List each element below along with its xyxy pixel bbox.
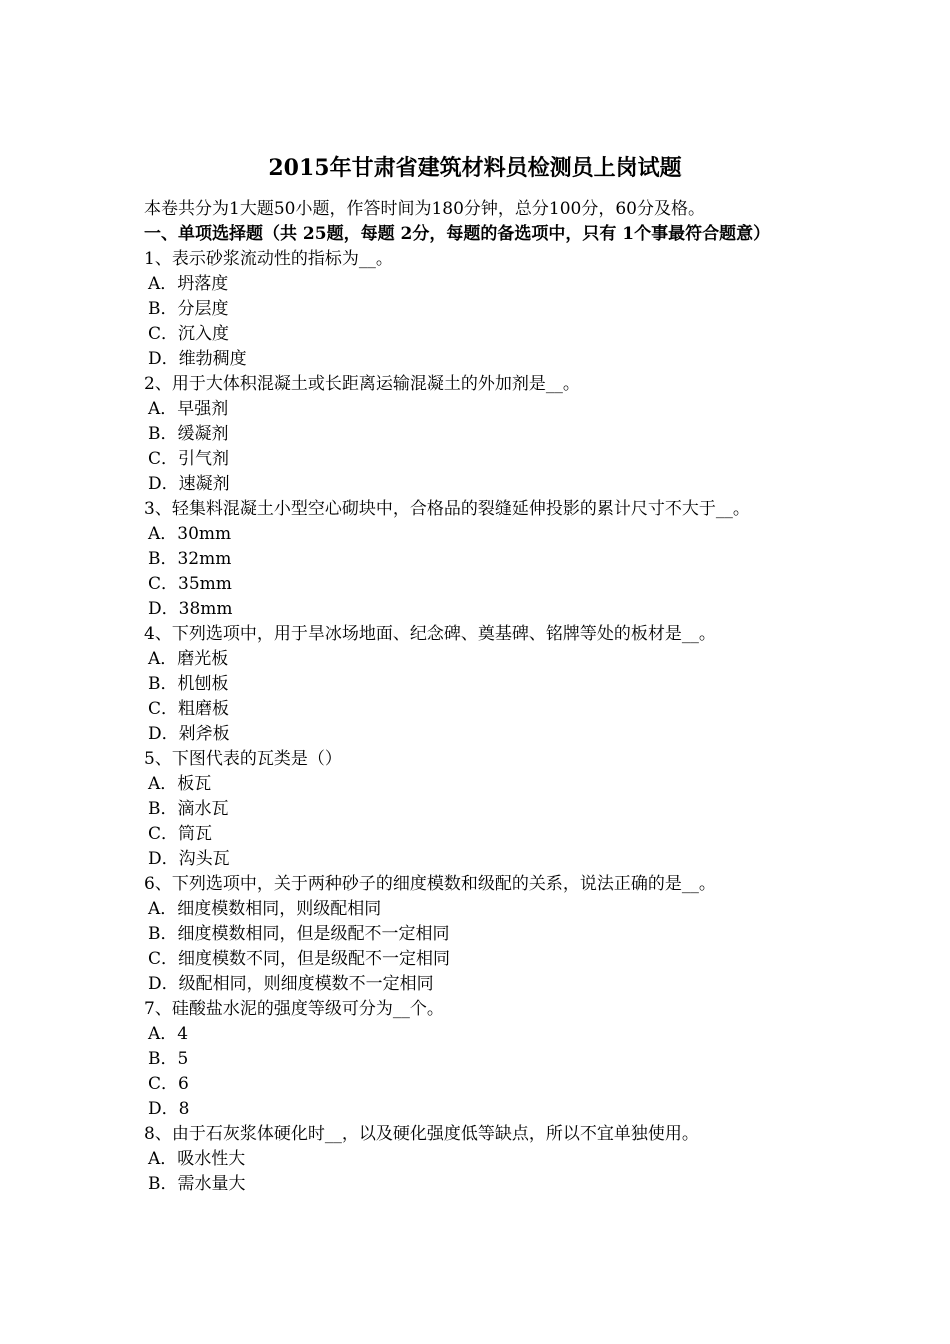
exam-intro: 本卷共分为1大题50小题，作答时间为180分钟，总分100分，60分及格。 <box>144 199 705 219</box>
question-stem: 8、由于石灰浆体硬化时__，以及硬化强度低等缺点，所以不宜单独使用。 <box>144 1124 699 1144</box>
question-option: A．细度模数相同，则级配相同 <box>148 899 382 919</box>
question-option: D．8 <box>148 1099 190 1119</box>
question-option: C．沉入度 <box>148 324 230 344</box>
question-option: B．5 <box>148 1049 189 1069</box>
question-option: C．细度模数不同，但是级配不一定相同 <box>148 949 451 969</box>
question-stem: 2、用于大体积混凝土或长距离运输混凝土的外加剂是__。 <box>144 374 580 394</box>
question-option: D．38mm <box>148 599 233 619</box>
question-option: B．32mm <box>148 549 232 569</box>
document-title: 2015年甘肃省建筑材料员检测员上岗试题 <box>268 155 682 181</box>
question-option: B．分层度 <box>148 299 229 319</box>
question-block <box>144 622 824 747</box>
question-option: D．速凝剂 <box>148 474 230 494</box>
question-option: B．需水量大 <box>148 1174 246 1194</box>
question-option: A．早强剂 <box>148 399 229 419</box>
question-block <box>144 497 824 622</box>
question-option: B．细度模数相同，但是级配不一定相同 <box>148 924 450 944</box>
question-stem: 6、下列选项中，关于两种砂子的细度模数和级配的关系，说法正确的是__。 <box>144 874 716 894</box>
section-heading: 一、单项选择题（共 25题，每题 2分，每题的备选项中，只有 1个事最符合题意） <box>144 224 771 244</box>
question-option: C．35mm <box>148 574 232 594</box>
question-option: D．级配相同，则细度模数不一定相同 <box>148 974 434 994</box>
question-block <box>144 872 824 997</box>
question-stem: 1、表示砂浆流动性的指标为__。 <box>144 249 393 269</box>
question-option: A．吸水性大 <box>148 1149 246 1169</box>
question-block <box>144 247 824 372</box>
question-block <box>144 747 824 872</box>
question-option: D．沟头瓦 <box>148 849 230 869</box>
question-option: A．4 <box>148 1024 189 1044</box>
question-stem: 5、下图代表的瓦类是（） <box>144 749 342 769</box>
question-option: C．粗磨板 <box>148 699 230 719</box>
document-body <box>144 197 824 1197</box>
question-block <box>144 372 824 497</box>
question-stem: 4、下列选项中，用于旱冰场地面、纪念碑、奠基碑、铭牌等处的板材是__。 <box>144 624 716 644</box>
question-option: D．维勃稠度 <box>148 349 247 369</box>
question-option: A．板瓦 <box>148 774 212 794</box>
question-stem: 7、硅酸盐水泥的强度等级可分为__个。 <box>144 999 444 1019</box>
question-option: C．引气剂 <box>148 449 230 469</box>
question-option: C．筒瓦 <box>148 824 213 844</box>
question-option: B．缓凝剂 <box>148 424 229 444</box>
question-option: C．6 <box>148 1074 189 1094</box>
question-option: B．机刨板 <box>148 674 229 694</box>
question-option: A．坍落度 <box>148 274 229 294</box>
question-option: D．剁斧板 <box>148 724 230 744</box>
question-option: A．30mm <box>148 524 232 544</box>
question-option: B．滴水瓦 <box>148 799 229 819</box>
question-stem: 3、轻集料混凝土小型空心砌块中，合格品的裂缝延伸投影的累计尺寸不大于__。 <box>144 499 750 519</box>
question-option: A．磨光板 <box>148 649 229 669</box>
question-block <box>144 997 824 1122</box>
question-block <box>144 1122 824 1197</box>
